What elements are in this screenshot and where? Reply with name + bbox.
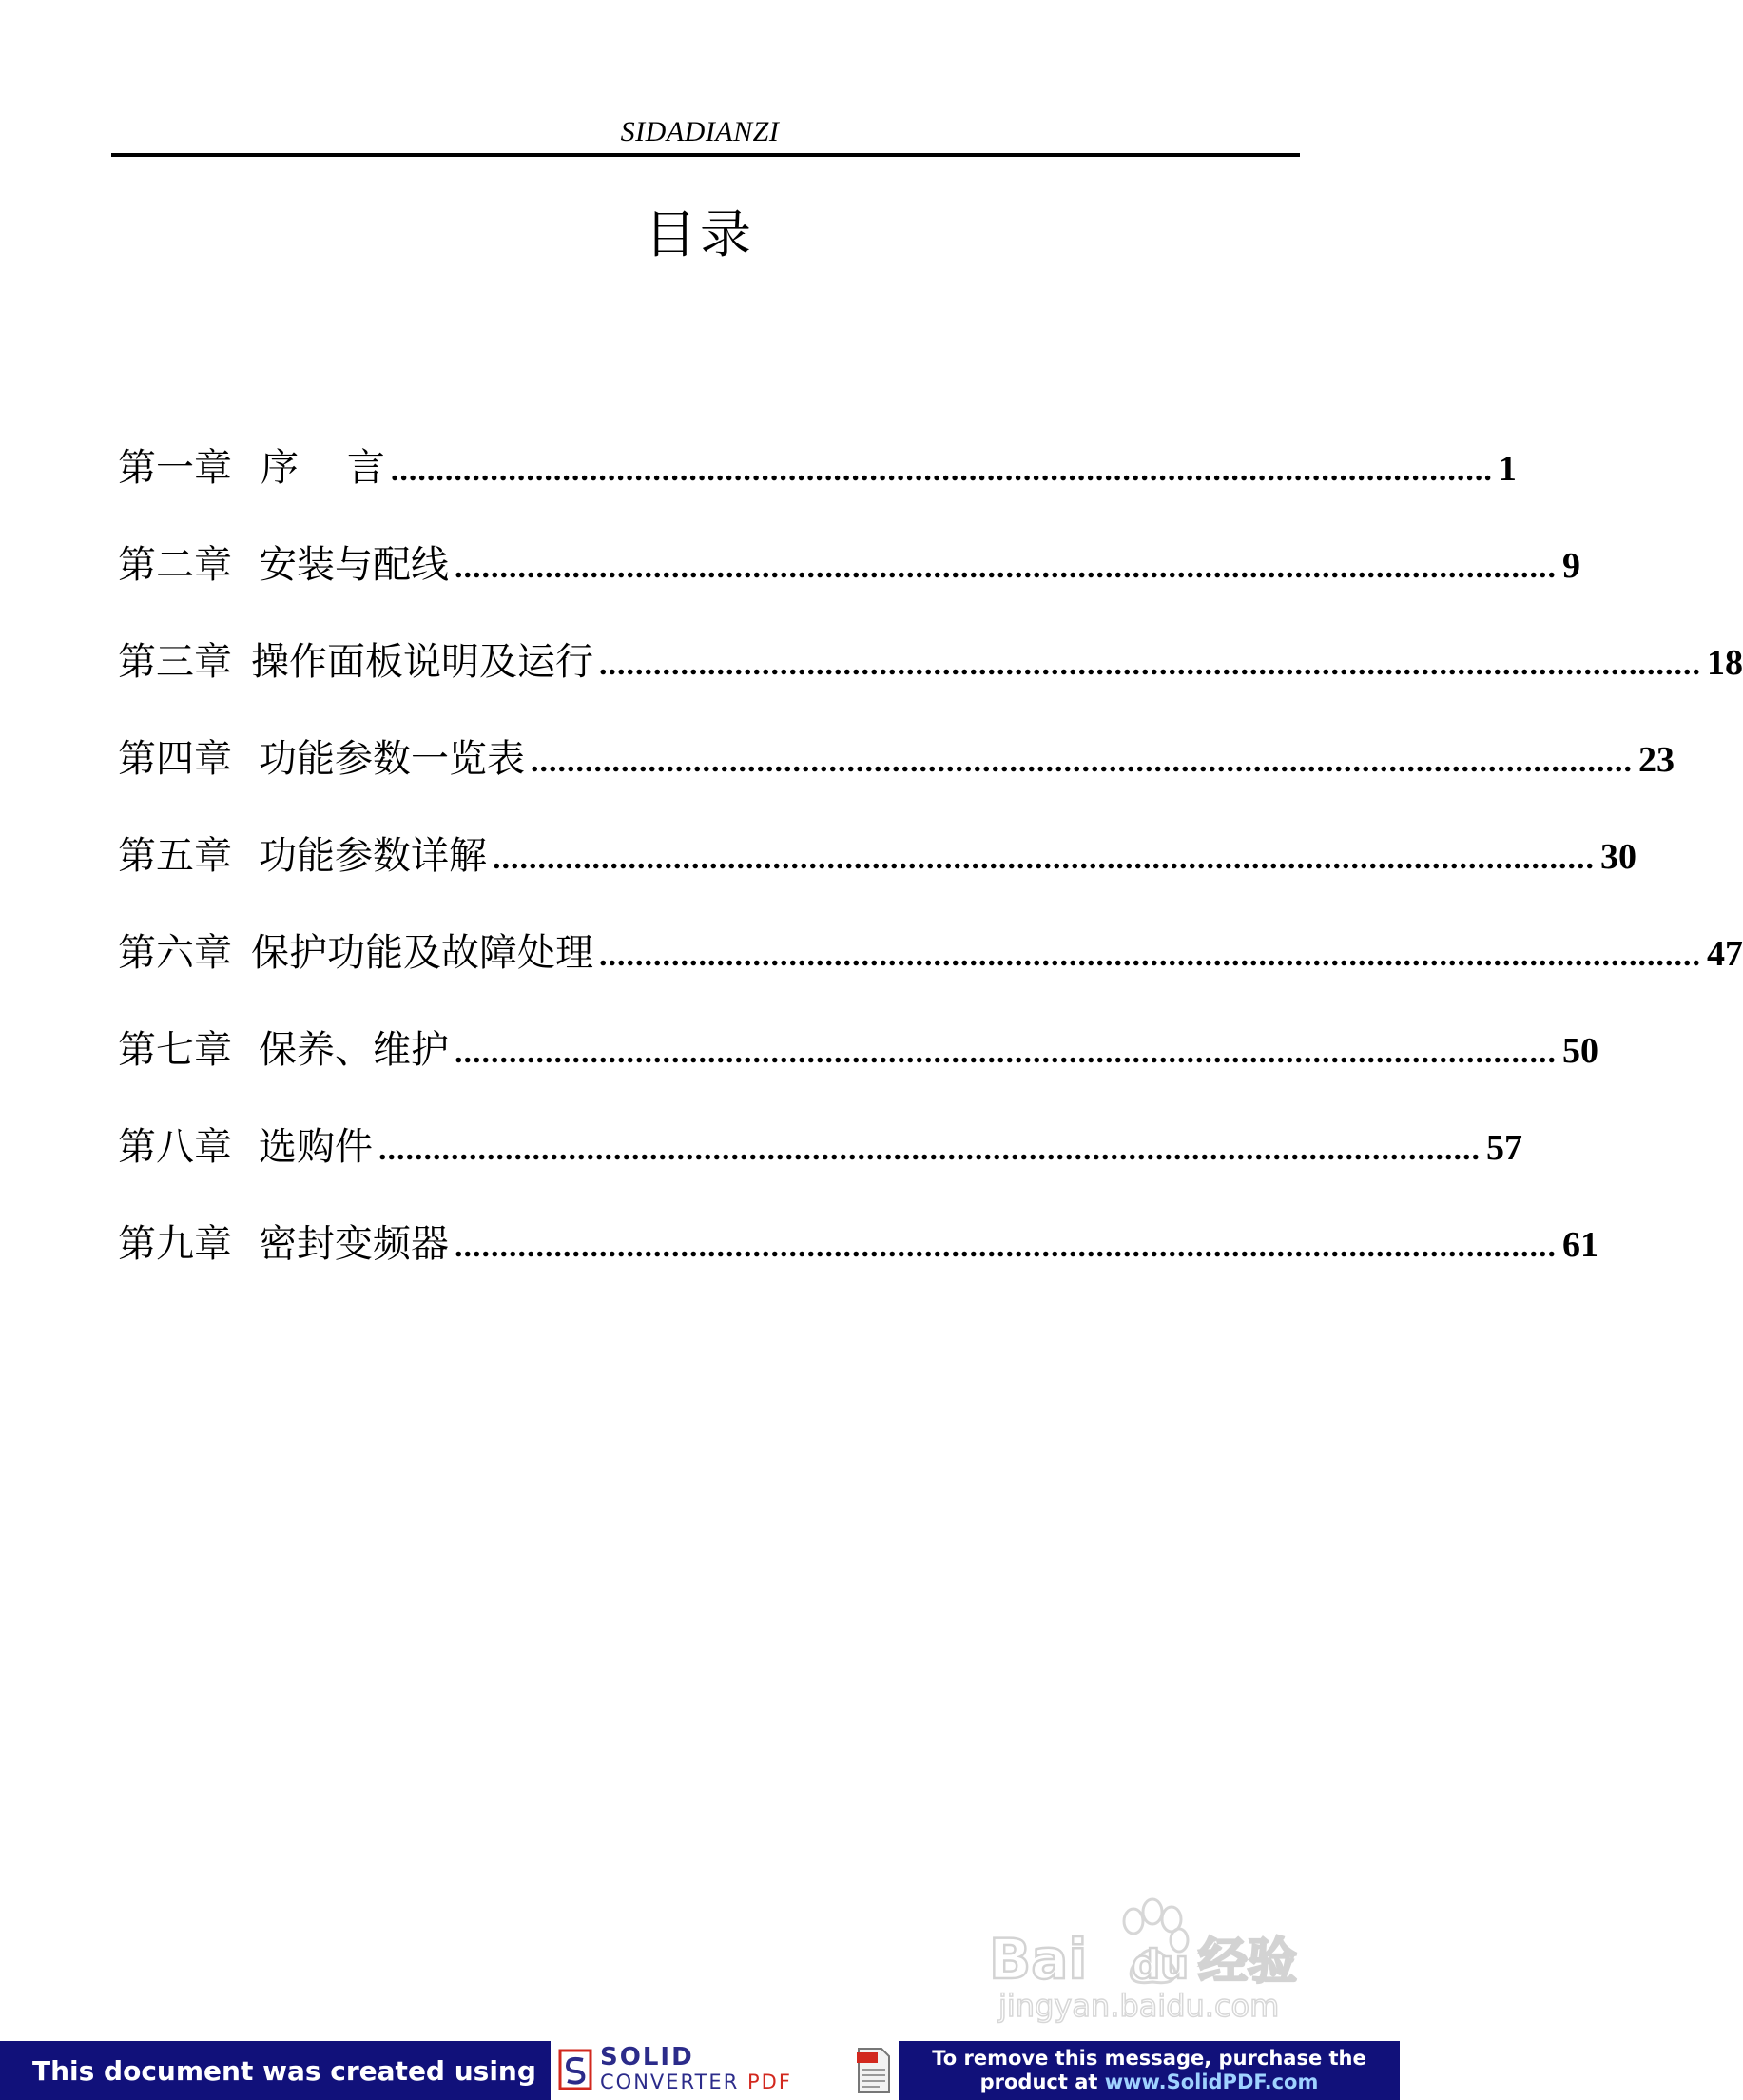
banner-link-prefix: product at (979, 2071, 1105, 2093)
banner-right-text (899, 2041, 1400, 2100)
solidpdf-link[interactable]: www.SolidPDF.com (1104, 2071, 1319, 2093)
toc-chapter-title: 功能参数详解 (259, 834, 487, 878)
toc-entry[interactable] (118, 729, 1675, 826)
toc-page-number: 23 (1638, 740, 1675, 780)
banner-left-text: This document was created using (32, 2054, 536, 2087)
toc-chapter-label: 第四章 (118, 737, 232, 781)
toc-entry[interactable] (118, 826, 1636, 923)
toc-entry[interactable] (118, 1117, 1522, 1214)
toc-leader-dots: .......................................................................................................................... (390, 453, 1493, 488)
toc-leader-dots: .......................................................................................................................... (599, 647, 1701, 682)
toc-chapter-label: 第七章 (118, 1028, 232, 1072)
toc-leader-dots: .......................................................................................................................... (455, 1229, 1557, 1264)
toc-entry[interactable] (118, 535, 1580, 632)
table-of-contents (118, 438, 1743, 1311)
toc-page-number: 9 (1562, 546, 1580, 586)
toc-chapter-title: 选购件 (259, 1125, 373, 1169)
logo-converter-text (600, 2071, 792, 2093)
header-rule (111, 153, 1300, 157)
banner-purchase-line: To remove this message, purchase the (932, 2047, 1366, 2070)
solid-logo-icon (558, 2049, 592, 2090)
watermark-brand-cn: 经验 (1198, 1934, 1298, 1991)
converter-banner (0, 2041, 1400, 2100)
toc-chapter-title: 操作面板说明及运行 (251, 640, 593, 684)
toc-page-number: 30 (1600, 837, 1636, 877)
logo-pdf-word: PDF (746, 2071, 792, 2093)
watermark-url: jingyan.baidu.com (998, 1988, 1280, 2024)
toc-chapter-title: 序 言 (261, 446, 385, 490)
toc-page-number: 47 (1707, 934, 1743, 974)
toc-chapter-label: 第二章 (118, 543, 232, 587)
baidu-watermark (989, 1883, 1312, 2026)
running-header: SIDADIANZI (620, 116, 780, 147)
toc-entry[interactable] (118, 923, 1743, 1020)
toc-chapter-label: 第一章 (118, 446, 232, 490)
toc-entry[interactable] (118, 1214, 1598, 1311)
toc-leader-dots: .......................................................................................................................... (378, 1132, 1481, 1167)
toc-chapter-title: 密封变频器 (259, 1222, 449, 1266)
watermark-brand: Bai (989, 1927, 1088, 1992)
toc-page-number: 50 (1562, 1031, 1598, 1071)
toc-page-number: 61 (1562, 1225, 1598, 1265)
toc-chapter-title: 安装与配线 (259, 543, 449, 587)
toc-chapter-title: 功能参数一览表 (259, 737, 525, 781)
toc-chapter-label: 第五章 (118, 834, 232, 878)
toc-entry[interactable] (118, 438, 1517, 535)
toc-chapter-label: 第六章 (118, 931, 232, 975)
toc-page-number: 1 (1498, 449, 1517, 489)
toc-page-number: 18 (1707, 643, 1743, 683)
toc-leader-dots: .......................................................................................................................... (599, 938, 1701, 973)
watermark-brand-du: du (1132, 1941, 1189, 1988)
pdf-document-icon (855, 2045, 893, 2096)
logo-solid-text: SOLID (600, 2043, 694, 2071)
toc-entry[interactable] (118, 1020, 1598, 1117)
toc-leader-dots: .......................................................................................................................... (455, 550, 1557, 585)
solid-converter-logo[interactable] (547, 2041, 899, 2100)
logo-converter-word: CONVERTER (600, 2071, 740, 2093)
toc-leader-dots: .......................................................................................................................... (493, 841, 1595, 876)
toc-leader-dots: .......................................................................................................................... (531, 744, 1633, 779)
toc-leader-dots: .......................................................................................................................... (455, 1035, 1557, 1070)
toc-chapter-label: 第九章 (118, 1222, 232, 1266)
toc-chapter-title: 保护功能及故障处理 (251, 931, 593, 975)
toc-chapter-label: 第三章 (118, 640, 232, 684)
toc-page-number: 57 (1486, 1128, 1522, 1168)
toc-chapter-label: 第八章 (118, 1125, 232, 1169)
page-title: 目录 (645, 204, 755, 264)
banner-link-line (899, 2071, 1400, 2094)
toc-entry[interactable] (118, 632, 1743, 729)
toc-chapter-title: 保养、维护 (259, 1028, 449, 1072)
